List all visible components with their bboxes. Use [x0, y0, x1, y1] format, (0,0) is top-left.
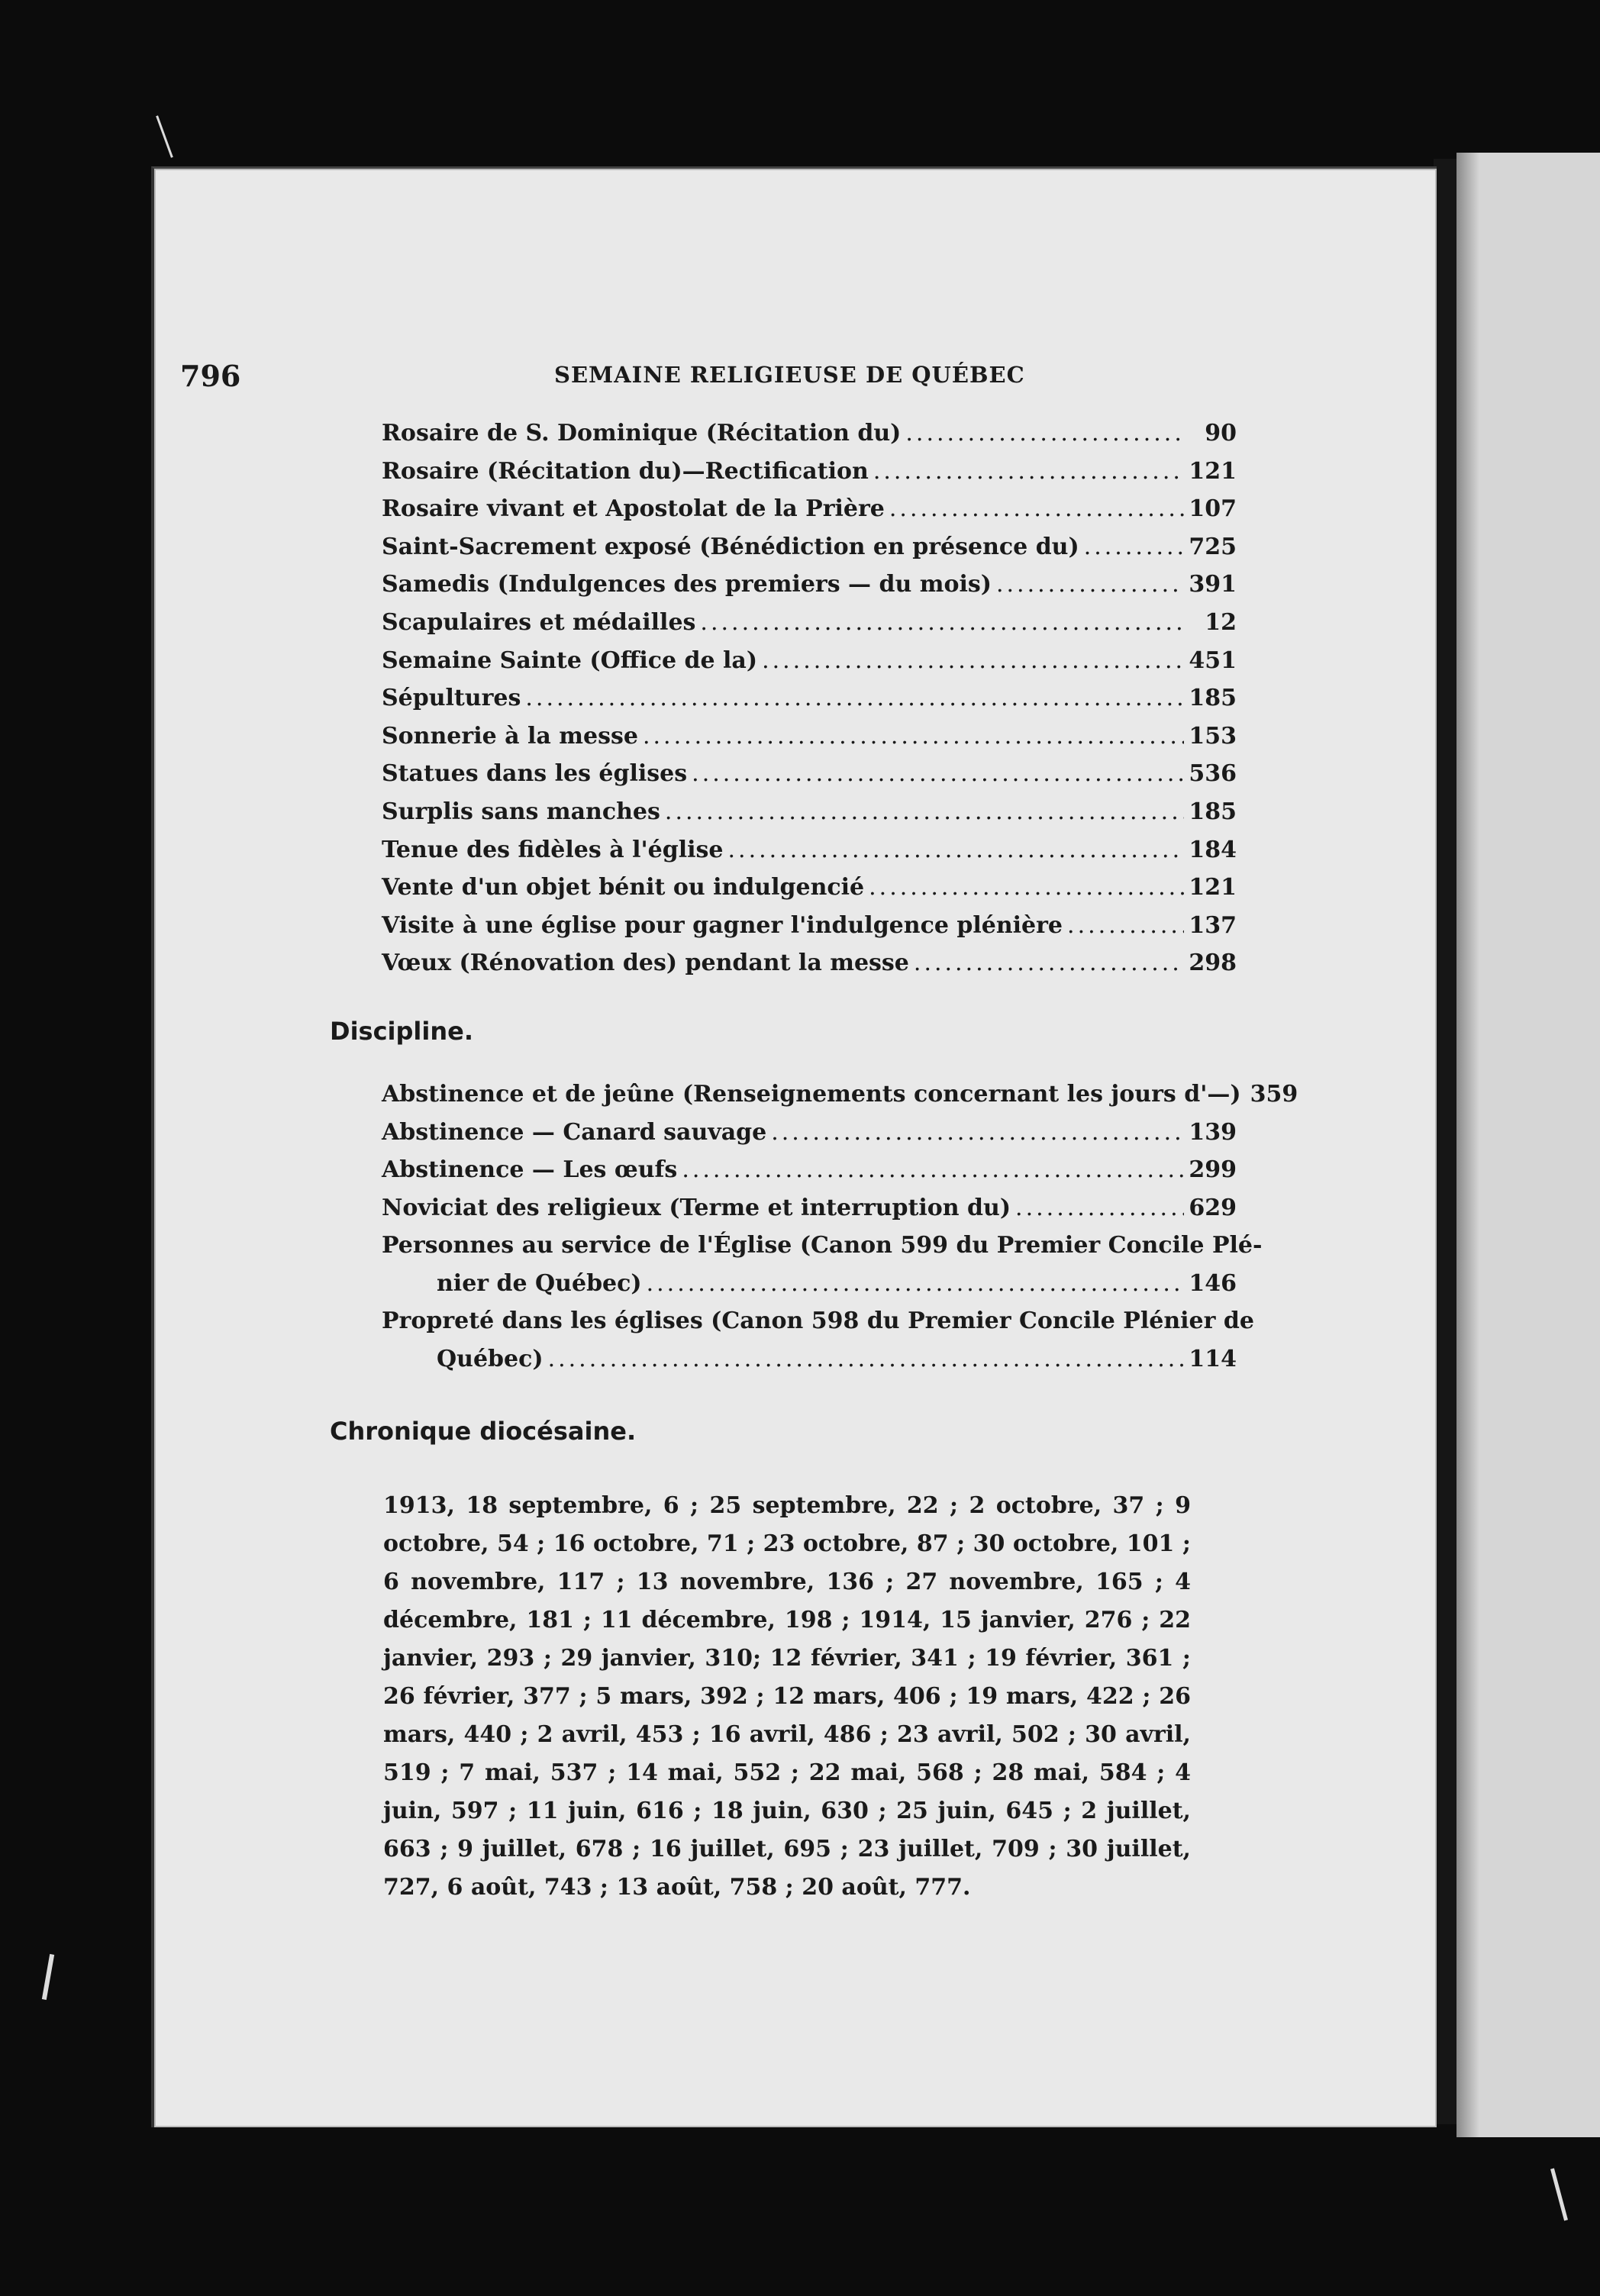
dot-leader	[762, 647, 1184, 674]
index-entry	[382, 1156, 1237, 1195]
entry-page-number: 137	[1189, 911, 1237, 939]
entry-label: Semaine Sainte (Office de la)	[382, 647, 758, 674]
index-entry	[382, 647, 1237, 685]
index-entry	[382, 609, 1237, 647]
dot-leader	[771, 1119, 1184, 1146]
page-gutter-shadow	[1456, 153, 1479, 2137]
entry-page-number: 185	[1189, 798, 1237, 825]
entry-page-number: 391	[1189, 571, 1237, 598]
entry-page-number: 121	[1189, 457, 1237, 485]
chronique-paragraph	[383, 1487, 1191, 1907]
index-entry	[382, 912, 1237, 950]
entry-label: Rosaire vivant et Apostolat de la Prière	[382, 495, 885, 523]
film-scratch-mark	[1550, 2169, 1568, 2221]
entry-label: Vœux (Rénovation des) pendant la messe	[382, 950, 909, 977]
entry-label: Vente d'un objet bénit ou indulgencié	[382, 874, 865, 901]
entry-page-number: 107	[1189, 495, 1237, 523]
entry-label: Abstinence — Canard sauvage	[382, 1118, 767, 1146]
book-spine	[1434, 159, 1456, 2124]
entry-page-number: 184	[1189, 836, 1237, 863]
dot-leader	[647, 1270, 1185, 1297]
index-entry	[382, 534, 1237, 572]
entry-label: Visite à une église pour gagner l'indulgence plénière	[382, 911, 1063, 939]
dot-leader	[548, 1346, 1185, 1372]
dot-leader	[728, 837, 1185, 863]
entry-label-line2: Québec)	[437, 1346, 544, 1373]
entry-page-number: 12	[1205, 609, 1237, 636]
dot-leader	[665, 798, 1184, 825]
dot-leader	[905, 420, 1186, 447]
entry-label: Statues dans les églises	[382, 760, 688, 788]
entry-label: Rosaire de S. Dominique (Récitation du)	[382, 420, 902, 447]
entry-label-line2-row	[382, 1346, 1237, 1384]
index-entry	[382, 420, 1237, 458]
entry-page-number: 725	[1189, 533, 1237, 560]
entry-page-number: 298	[1189, 950, 1237, 977]
chronique-text: 1913, 18 septembre, 6 ; 25 septembre, 22 ; 2 octobre, 37 ; 9 octobre, 54 ; 16 octobre, 71 ; 23 octobre, 87 ; 30 octobre, 101 ; 6 novembre, 117 ; 13 novembre, 136 ; 27 novembre, 165 ; 4 décembre, 181 ; 11 décembre, 198 ; 1914, 15 janvier, 276 ; 22 janvier, 293 ; 29 janvier, 310; 12 février, 341 ; 19 février, 361 ; 26 février, 377 ; 5 mars, 392 ; 12 mars, 406 ; 19 mars, 422 ; 26 mars, 440 ; 2 avril, 453 ; 16 avril, 486 ; 23 avril, 502 ; 30 avril, 519 ; 7 mai, 537 ; 14 mai, 552 ; 22 mai, 568 ; 28 mai, 584 ; 4 juin, 597 ; 11 juin, 616 ; 18 juin, 630 ; 25 juin, 645 ; 2 juillet, 663 ; 9 juillet, 678 ; 16 juillet, 695 ; 23 juillet, 709 ; 30 juillet, 727, 6 août, 743 ; 13 août, 758 ; 20 août, 777.	[383, 1492, 1191, 1901]
index-entry	[382, 1081, 1298, 1119]
entry-page-number: 139	[1189, 1118, 1237, 1146]
section-heading-chronique: Chronique diocésaine.	[330, 1417, 637, 1446]
film-scratch-mark	[42, 1954, 54, 2000]
entry-page-number: 121	[1189, 874, 1237, 901]
entry-label: Scapulaires et médailles	[382, 609, 696, 636]
page-number: 796	[180, 359, 241, 393]
entry-label-line1: Propreté dans les églises (Canon 598 du Premier Concile Plénier de	[382, 1308, 1254, 1335]
dot-leader	[643, 723, 1184, 750]
dot-leader	[1084, 534, 1185, 560]
film-scratch-mark	[156, 115, 173, 158]
entry-page-number: 299	[1189, 1156, 1237, 1184]
entry-page-number: 153	[1189, 722, 1237, 750]
index-entry	[382, 760, 1237, 798]
dot-leader	[682, 1156, 1184, 1183]
dot-leader	[996, 571, 1184, 598]
entry-page-number: 359	[1250, 1081, 1298, 1108]
entry-page-number: 185	[1189, 685, 1237, 712]
index-entry	[382, 837, 1237, 875]
dot-leader	[869, 874, 1184, 901]
entry-page-number: 114	[1189, 1346, 1237, 1373]
entry-page-number: 536	[1189, 760, 1237, 788]
dot-leader	[889, 495, 1184, 522]
index-entry-multiline	[382, 1232, 1263, 1308]
index-entry	[382, 798, 1237, 837]
index-entry	[382, 495, 1237, 534]
index-entry	[382, 685, 1237, 723]
entry-label: Sonnerie à la messe	[382, 722, 638, 750]
entry-label: Tenue des fidèles à l'église	[382, 836, 724, 863]
index-entry	[382, 458, 1237, 496]
index-entry	[382, 1195, 1237, 1233]
entry-page-number: 451	[1189, 647, 1237, 674]
page-header	[180, 359, 1264, 393]
index-entry	[382, 874, 1237, 912]
index-entry	[382, 1119, 1237, 1157]
entry-label: Noviciat des religieux (Terme et interruption du)	[382, 1194, 1011, 1221]
entry-label: Surplis sans manches	[382, 798, 660, 825]
dot-leader	[873, 458, 1185, 485]
entry-label-line2-row	[382, 1270, 1237, 1308]
entry-page-number: 90	[1205, 420, 1237, 447]
entry-label: Samedis (Indulgences des premiers — du mois)	[382, 571, 992, 598]
dot-leader	[700, 609, 1186, 636]
entry-label: Abstinence et de jeûne (Renseignements concernant les jours d'—)	[382, 1081, 1241, 1108]
entry-label: Rosaire (Récitation du)—Rectification	[382, 457, 869, 485]
entry-label: Sépultures	[382, 685, 521, 712]
index-entry	[382, 723, 1237, 761]
index-entry	[382, 571, 1237, 609]
entry-label-line1: Personnes au service de l'Église (Canon 599 du Premier Concile Plé-	[382, 1232, 1263, 1259]
dot-leader	[1015, 1195, 1184, 1221]
dot-leader	[1067, 912, 1184, 939]
dot-leader	[692, 760, 1184, 787]
running-title: SEMAINE RELIGIEUSE DE QUÉBEC	[554, 362, 1025, 388]
entry-label: Abstinence — Les œufs	[382, 1156, 678, 1184]
entry-page-number: 629	[1189, 1194, 1237, 1221]
section-heading-discipline: Discipline.	[330, 1017, 473, 1046]
dot-leader	[914, 950, 1184, 976]
index-entry	[382, 950, 1237, 988]
entry-page-number: 146	[1189, 1270, 1237, 1298]
entry-label-line2: nier de Québec)	[437, 1270, 642, 1298]
index-entry-multiline	[382, 1308, 1254, 1384]
dot-leader	[525, 685, 1184, 711]
entry-label: Saint-Sacrement exposé (Bénédiction en présence du)	[382, 533, 1079, 560]
